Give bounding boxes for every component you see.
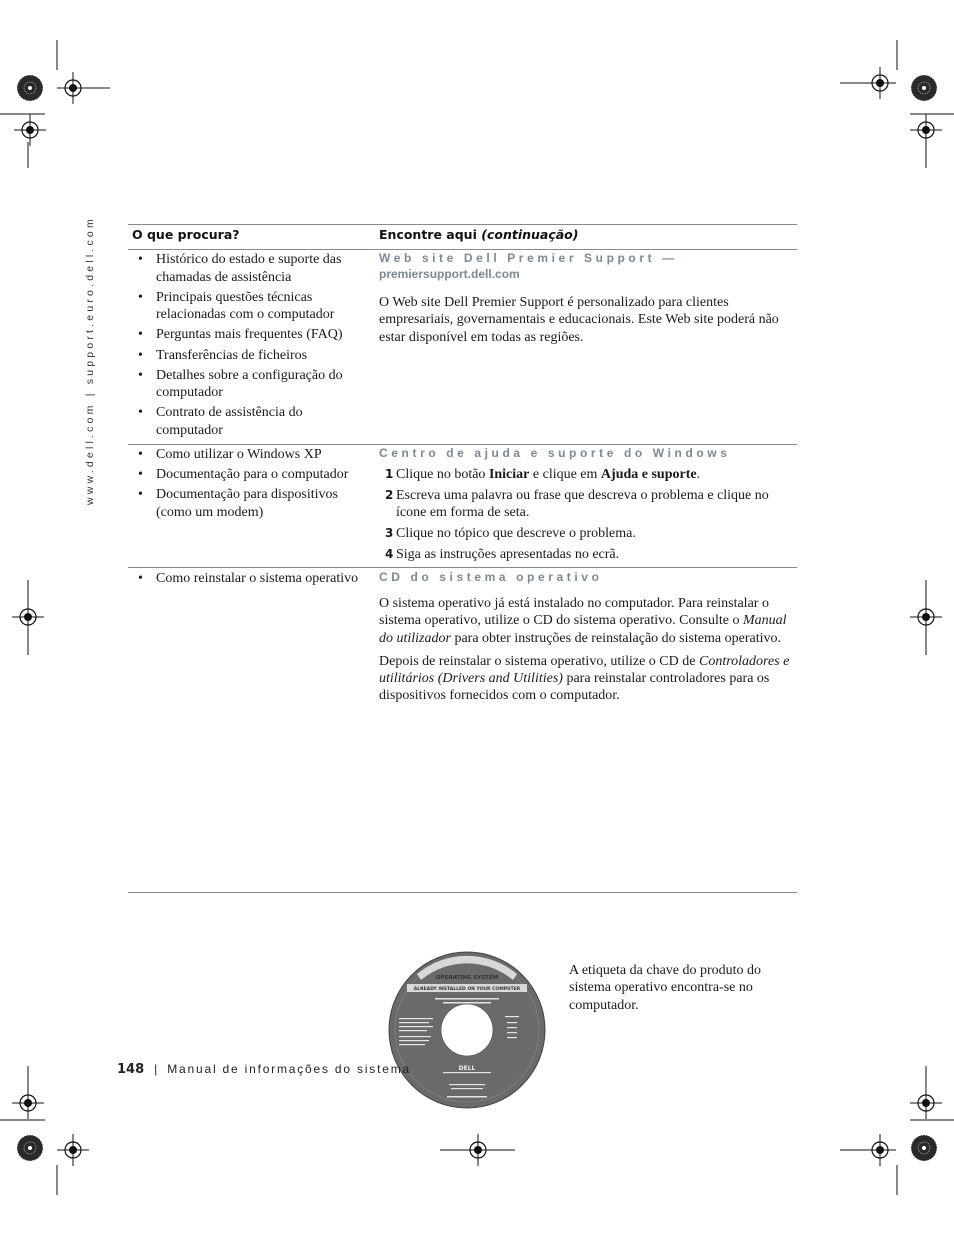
svg-text:OPERATING SYSTEM: OPERATING SYSTEM bbox=[435, 975, 499, 981]
list-item: • Como reinstalar o sistema operativo bbox=[136, 570, 368, 588]
bullet-list bbox=[136, 446, 368, 521]
list-item: • Documentação para o computador bbox=[136, 466, 368, 484]
footer-title: Manual de informações do sistema bbox=[167, 1062, 411, 1076]
bullet-list bbox=[136, 251, 368, 439]
list-item: • Transferências de ficheiros bbox=[136, 347, 368, 365]
svg-text:ALREADY INSTALLED ON YOUR COMP: ALREADY INSTALLED ON YOUR COMPUTER bbox=[413, 987, 521, 992]
table-bottom-rule bbox=[128, 892, 797, 893]
svg-text:DELL: DELL bbox=[458, 1065, 476, 1072]
section-paragraph: O Web site Dell Premier Support é personalizado para clientes empresariais, governamentais e educacionais. Este Web site poderá não estar disponível em todas as regiões. bbox=[379, 295, 779, 345]
list-item: 1 Clique no botão Iniciar e clique em Ajuda e suporte. bbox=[385, 467, 701, 482]
sidebar-url-text: www.dell.com | support.euro.dell.com bbox=[84, 216, 96, 505]
row-rule bbox=[128, 567, 797, 568]
list-item: 3 Clique no tópico que descreve o problema. bbox=[385, 525, 636, 541]
list-item: • Histórico do estado e suporte das chamadas de assistência bbox=[136, 251, 368, 286]
list-item: • Contrato de assistência do computador bbox=[136, 404, 368, 439]
list-item: • Detalhes sobre a configuração do computador bbox=[136, 367, 368, 402]
col1-header: O que procura? bbox=[132, 227, 240, 242]
premier-support-link[interactable]: premiersupport.dell.com bbox=[379, 267, 520, 281]
list-item: 2 Escreva uma palavra ou frase que descreva o problema e clique no ícone em forma de seta. bbox=[385, 487, 769, 521]
header-rule bbox=[128, 249, 797, 250]
footer-separator: | bbox=[154, 1062, 158, 1076]
section-title: Web site Dell Premier Support — bbox=[379, 251, 678, 265]
section-title: CD do sistema operativo bbox=[379, 570, 603, 584]
section-paragraph: Depois de reinstalar o sistema operativo, utilize o CD de Controladores e utilitários (Drivers and Utilities) para reinstalar controladores para os dispositivos fornecidos com o computador. bbox=[379, 653, 790, 704]
steps-list bbox=[379, 466, 797, 563]
page-number: 148 bbox=[117, 1062, 145, 1077]
section-title: Centro de ajuda e suporte do Windows bbox=[379, 446, 731, 460]
page-footer bbox=[117, 1062, 411, 1077]
cd-caption: A etiqueta da chave do produto do sistema operativo encontra-se no computador. bbox=[569, 963, 762, 1013]
list-item: • Principais questões técnicas relacionadas com o computador bbox=[136, 289, 368, 324]
section-paragraph: O sistema operativo já está instalado no computador. Para reinstalar o sistema operativo, utilize o CD do sistema operativo. Consulte o Manual do utilizador para obter instruções de reinstalação do sistema operativo. bbox=[379, 596, 787, 646]
list-item: • Como utilizar o Windows XP bbox=[136, 446, 368, 464]
table-top-rule bbox=[128, 224, 797, 225]
cd-image bbox=[387, 950, 547, 1110]
list-item: • Documentação para dispositivos (como um modem) bbox=[136, 486, 368, 521]
bullet-list bbox=[136, 570, 368, 588]
list-item: 4 Siga as instruções apresentadas no ecrã. bbox=[385, 546, 620, 562]
list-item: • Perguntas mais frequentes (FAQ) bbox=[136, 326, 368, 344]
row-rule bbox=[128, 444, 797, 445]
col2-header: Encontre aqui (continuação) bbox=[379, 227, 579, 242]
